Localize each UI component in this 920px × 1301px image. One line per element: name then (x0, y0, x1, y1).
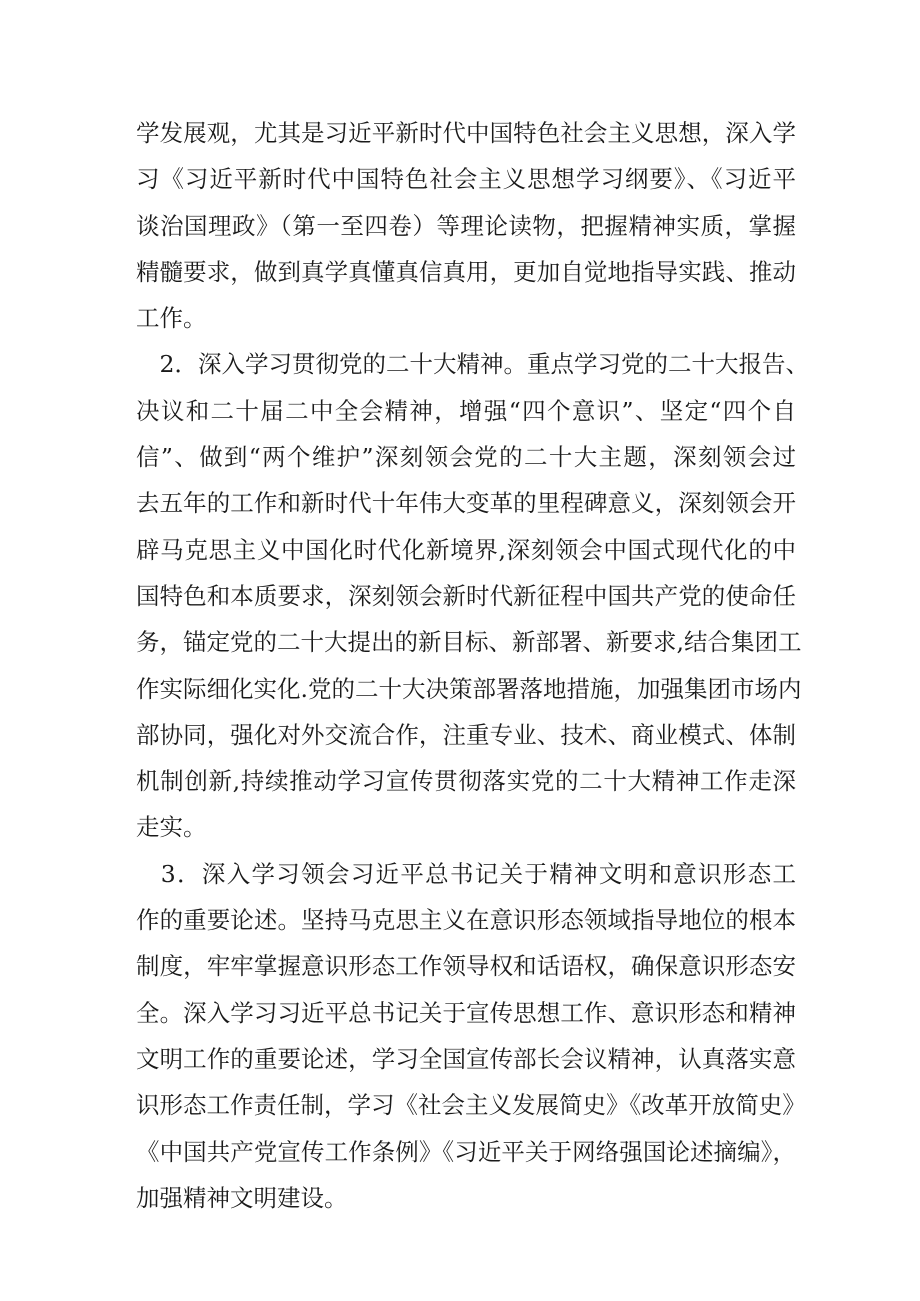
text-line: 加强精神文明建设。 (136, 1183, 348, 1212)
text-line: 学发展观，尤其是习近平新时代中国特色社会主义思想，深入学 (136, 119, 796, 147)
text-line: 决议和二十届二中全会精神，增强“四个意识”、坚定“四个自 (136, 396, 796, 425)
text-line: 制度，牢牢掌握意识形态工作领导权和话语权，确保意识形态安 (136, 952, 796, 981)
text-line: 务，锚定党的二十大提出的新目标、新部署、新要求,结合集团工 (136, 628, 802, 657)
document-body (136, 110, 809, 1221)
text-line: 识形态工作责任制，学习《社会主义发展简史》《改革开放简史》 (136, 1091, 806, 1120)
text-line: 文明工作的重要论述，学习全国宣传部长会议精神，认真落实意 (136, 1044, 796, 1073)
paragraph-continued (136, 110, 796, 341)
text-line: 全。深入学习习近平总书记关于宣传思想工作、意识形态和精神 (136, 998, 796, 1027)
text-line: 习《习近平新时代中国特色社会主义思想学习纲要》、《习近平 (136, 165, 796, 194)
text-line: 《中国共产党宣传工作条例》《习近平关于网络强国论述摘编》， (136, 1137, 796, 1166)
text-line: 信”、做到“两个维护”深刻领会党的二十大主题，深刻领会过 (136, 443, 796, 472)
text-line: 作的重要论述。坚持马克思主义在意识形态领域指导地位的根本 (136, 906, 796, 935)
text-line: 谈治国理政》（第一至四卷）等理论读物，把握精神实质，掌握 (136, 211, 796, 240)
text-line: 部协同，强化对外交流合作，注重专业、技术、商业模式、体制 (136, 720, 796, 749)
text-line: 3．深入学习领会习近平总书记关于精神文明和意识形态工 (136, 859, 796, 888)
text-line: 辟马克思主义中国化时代化新境界,深刻领会中国式现代化的中 (136, 535, 796, 564)
text-line: 2．深入学习贯彻党的二十大精神。重点学习党的二十大报告、 (136, 350, 809, 379)
text-line: 机制创新,持续推动学习宣传贯彻落实党的二十大精神工作走深 (136, 767, 796, 796)
text-line: 国特色和本质要求，深刻领会新时代新征程中国共产党的使命任 (136, 581, 796, 610)
text-line: 去五年的工作和新时代十年伟大变革的里程碑意义，深刻领会开 (136, 489, 796, 518)
text-line: 精髓要求，做到真学真懂真信真用，更加自觉地指导实践、推动 (136, 257, 796, 286)
paragraph-item-3 (136, 851, 806, 1221)
paragraph-item-2 (136, 341, 809, 850)
text-line: 走实。 (136, 813, 207, 842)
text-line: 作实际细化实化.党的二十大决策部署落地措施，加强集团市场内 (136, 674, 802, 703)
text-line: 工作。 (136, 304, 207, 333)
